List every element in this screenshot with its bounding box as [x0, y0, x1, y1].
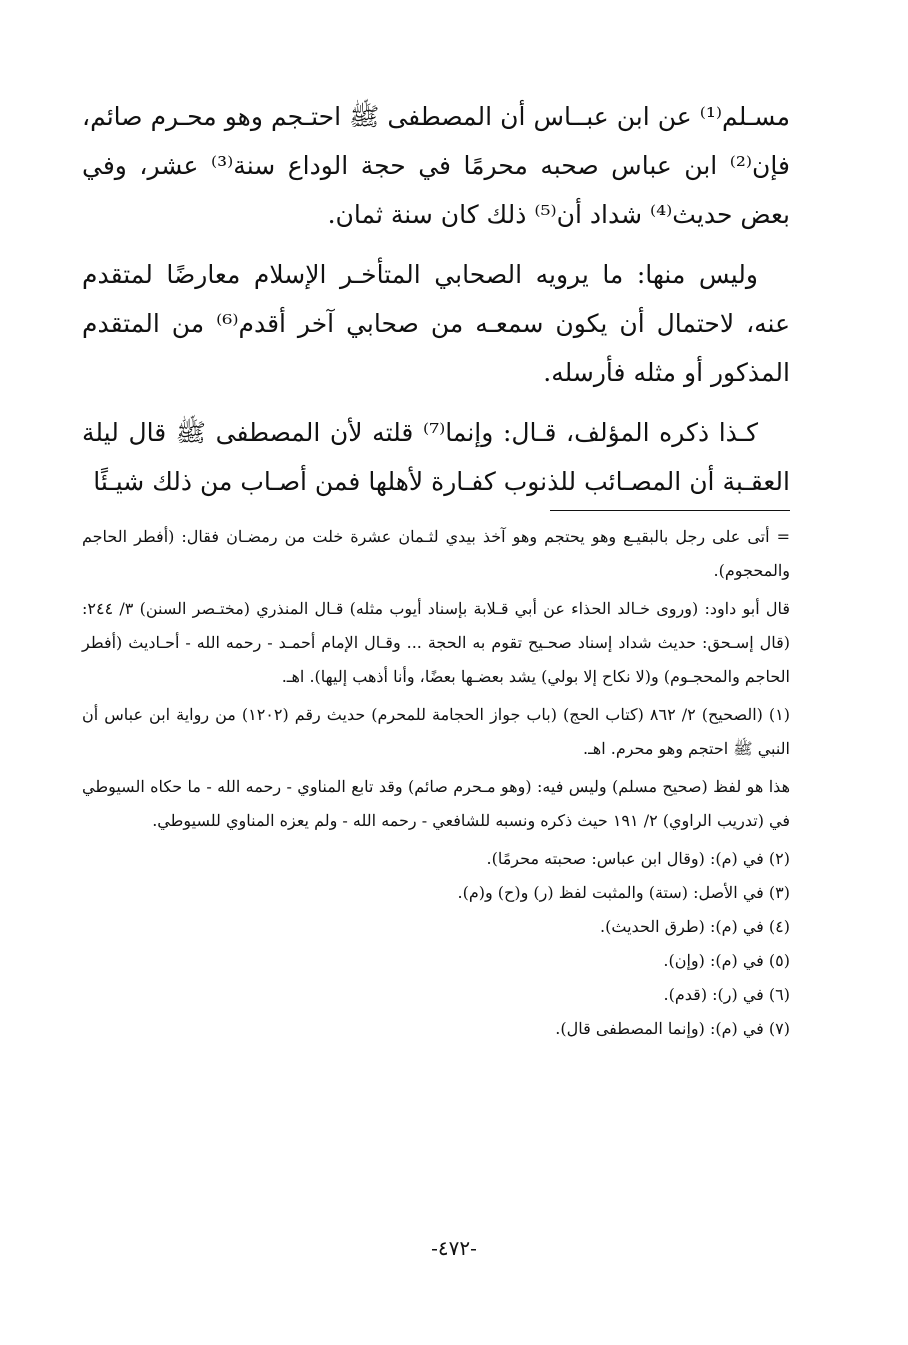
footnote-2: (٢) في (م): (وقال ابن عباس: صحبته محرمًا).: [486, 849, 790, 868]
footnote-4: (٤) في (م): (طرق الحديث).: [600, 917, 790, 936]
main-paragraph-3: كـذا ذكره المؤلف، قـال: وإنما⁽⁷⁾ قلته لأن المصطفى ﷺ قال ليلة العقـبة أن المصـائب للذنوب كفـارة لأهلها فمن أصـاب من ذلك شيـئًا: [82, 418, 790, 496]
footnote-1-continuation: هذا هو لفظ (صحيح مسلم) وليس فيه: (وهو مـحرم صائم) وقد تابع المناوي - رحمه الله - ما حكاه السيوطي في (تدريب الراوي) ٢/ ١٩١ حيث ذكره ونسبه للشافعي - رحمه الله - ولم يعزه المناوي للسيوطي.: [82, 777, 790, 830]
footnote-3: (٣) في الأصل: (ستة) والمثبت لفظ (ر) و(ح) و(م).: [457, 883, 790, 902]
footnote-6: (٦) في (ر): (قدم).: [663, 985, 790, 1004]
footnote-divider: [550, 510, 790, 511]
footnotes-section: [82, 520, 790, 1046]
footnote-7: (٧) في (م): (وإنما المصطفى قال).: [555, 1019, 790, 1038]
main-paragraph-2: وليس منها: ما يرويه الصحابي المتأخـر الإسلام معارضًا لمتقدم عنه، لاحتمال أن يكون سمعـه من صحابي آخر أقدم⁽⁶⁾ من المتقدم المذكور أو مثله فأرسله.: [82, 260, 791, 387]
page-number: -٤٧٢-: [431, 1236, 477, 1260]
footnote-5: (٥) في (م): (وإن).: [663, 951, 790, 970]
main-text: [82, 92, 790, 517]
footnote-1: (١) (الصحيح) ٢/ ٨٦٢ (كتاب الحج) (باب جواز الحجامة للمحرم) حديث رقم (١٢٠٢) من رواية ابن عباس أن النبي ﷺ احتجم وهو محرم. اهـ.: [82, 705, 791, 758]
footnote-continuation: = أتى على رجل بالبقيـع وهو يحتجم وهو آخذ بيدي لثـمان عشرة خلت من رمضـان فقال: (أفطر الحاجم والمحجوم).: [82, 527, 790, 580]
main-paragraph-1: مسـلم⁽¹⁾ عن ابن عبــاس أن المصطفى ﷺ احتـجم وهو محـرم صائم، فإن⁽²⁾ ابن عباس صحبه محرمًا في حجة الوداع سنة⁽³⁾ عشر، وفي بعض حديث⁽⁴⁾ شداد أن⁽⁵⁾ ذلك كان سنة ثمان.: [82, 102, 790, 229]
footnote-abu-dawud: قال أبو داود: (وروى خـالد الحذاء عن أبي قـلابة بإسناد أيوب مثله) قـال المنذري (مختـصر السنن) ٣/ ٢٤٤: (قال إسـحق: حديث شداد إسناد صحـيح تقوم به الحجة ... وقـال الإمام أحمـد - رحمه الله - أحـاديث (أفطر الحاجم والمحجـوم) و(لا نكاح إلا بولي) يشد بعضـها بعضًا، وأنا أذهب إليها). اهـ.: [82, 599, 791, 686]
